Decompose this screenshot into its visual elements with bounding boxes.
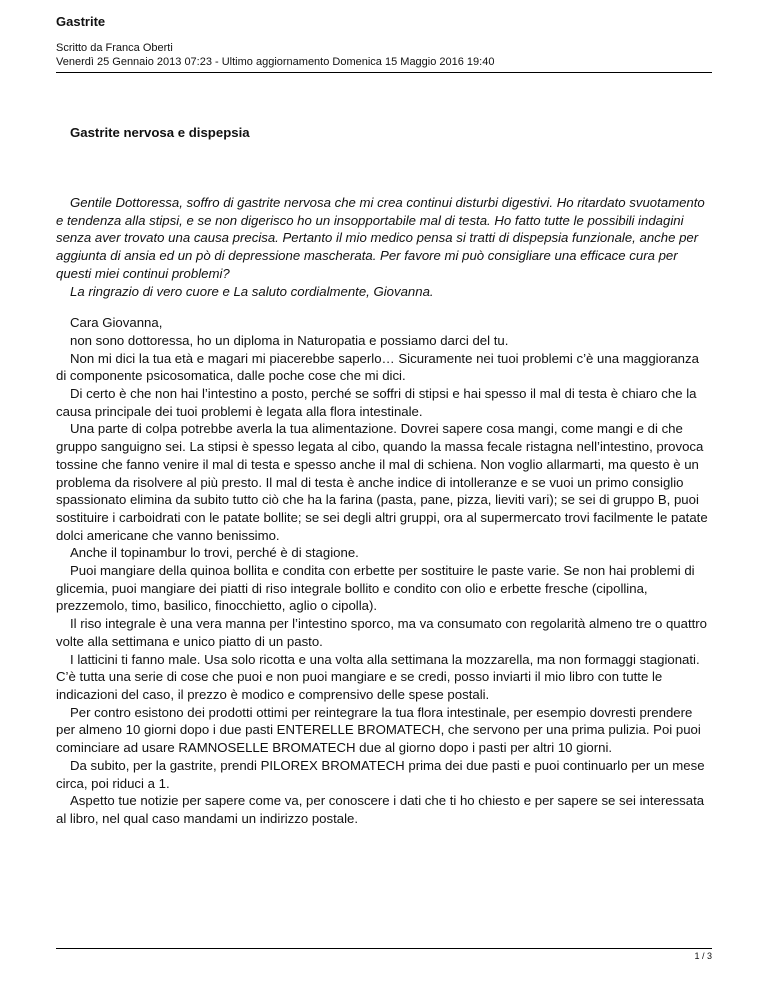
answer: [56, 314, 712, 827]
article-body: [56, 124, 712, 828]
letter-paragraph: Gentile Dottoressa, soffro di gastrite nervosa che mi crea continui disturbi digestivi. Ho ritardato svuotamento e tendenza alla stipsi, e se non digerisco ho un insopportabile mal di testa. Ho fatto tutte le possibili indagini senza aver trovato una causa precisa. Pertanto il mio medico pensa si tratti di dispepsia funzionale, anche per aggiunta di ansia ed un pò di depressione mascherata. Per favore mi può consigliare una efficace cura per questi miei continui problemi?: [56, 195, 705, 281]
answer-paragraph: Da subito, per la gastrite, prendi PILOREX BROMATECH prima dei due pasti e puoi continuarlo per un mese circa, poi riduci a 1.: [56, 757, 705, 791]
answer-paragraph: non sono dottoressa, ho un diploma in Naturopatia e possiamo darci del tu.: [70, 332, 509, 348]
answer-paragraph: Aspetto tue notizie per sapere come va, per conoscere i dati che ti ho chiesto e per sapere se sei interessata al libro, nel qual caso mandami un indirizzo postale.: [56, 793, 705, 826]
answer-paragraph: Una parte di colpa potrebbe averla la tua alimentazione. Dovrei sapere cosa mangi, come mangi e di che gruppo sanguigno sei. La stipsi è spesso legata al cibo, quando la massa fecale ristagna nell’intestino, provoca tossine che fanno venire il mal di testa e spesso anche il mal di schiena. Non voglio allarmarti, ma questo è un problema da risolvere al più presto. Il mal di testa è anche indice di intolleranze e se vuoi un primo consiglio spassionato elimina da subito tutto ciò che ha la farina (pasta, pane, pizza, lieviti vari); se sei di gruppo B, puoi sostituire i carboidrati con le patate bollite; se sei degli altri gruppi, ora al supermercato trovi facilmente le patate dolci americane che vanno benissimo.: [56, 421, 708, 543]
answer-paragraph: Puoi mangiare della quinoa bollita e condita con erbette per sostituire le paste varie. Se non hai problemi di glicemia, puoi mangiare dei piatti di riso integrale bollito e condito con olio e erbette fresche (cipollina, prezzemolo, timo, basilico, finocchietto, aglio o cipolla).: [56, 563, 695, 614]
page-number: 1 / 3: [694, 951, 712, 961]
letter-paragraph: La ringrazio di vero cuore e La saluto cordialmente, Giovanna.: [70, 283, 434, 299]
answer-paragraph: Per contro esistono dei prodotti ottimi per reintegrare la tua flora intestinale, per esempio dovresti prendere per almeno 10 giorni dopo i due pasti ENTERELLE BROMATECH, che servono per una prima pulizia. Poi puoi cominciare ad usare RAMNOSELLE BROMATECH due al giorno dopo i pasti per altri 10 giorni.: [56, 704, 701, 756]
answer-paragraph: Il riso integrale è una vera manna per l’intestino sporco, ma va consumato con regolarità almeno tre o quattro volte alla settimana e unico piatto di un pasto.: [56, 616, 708, 649]
answer-paragraph: Anche il topinambur lo trovi, perché è di stagione.: [70, 545, 359, 561]
page-header: [56, 14, 712, 73]
header-divider: [56, 72, 712, 73]
answer-paragraph: I latticini ti fanno male. Usa solo ricotta e una volta alla settimana la mozzarella, ma non formaggi stagionati. C’è tutta una serie di cose che puoi e non puoi mangiare e se credi, posso inviarti il mio libro con tutte le indicazioni del caso, il prezzo è modico e comprensivo delle spese postali.: [56, 651, 700, 702]
page-footer: [56, 948, 712, 961]
reader-letter: [56, 194, 712, 300]
date-line: Venerdì 25 Gennaio 2013 07:23 - Ultimo aggiornamento Domenica 15 Maggio 2016 19:40: [56, 55, 495, 68]
answer-paragraph: Cara Giovanna,: [70, 315, 163, 331]
article-meta: [56, 42, 712, 69]
answer-paragraph: Di certo è che non hai l’intestino a posto, perché se soffri di stipsi e hai spesso il mal di testa è chiaro che la causa principale dei tuoi problemi è legata alla flora intestinale.: [56, 386, 697, 419]
footer-divider: [56, 948, 712, 949]
answer-paragraph: Non mi dici la tua età e magari mi piacerebbe saperlo… Sicuramente nei tuoi problemi c’è una maggioranza di componente psicosomatica, dalle poche cose che mi dici.: [56, 350, 699, 384]
author-line: Scritto da Franca Oberti: [56, 42, 173, 54]
document-title: Gastrite: [56, 14, 106, 29]
article-title: Gastrite nervosa e dispepsia: [70, 125, 250, 140]
